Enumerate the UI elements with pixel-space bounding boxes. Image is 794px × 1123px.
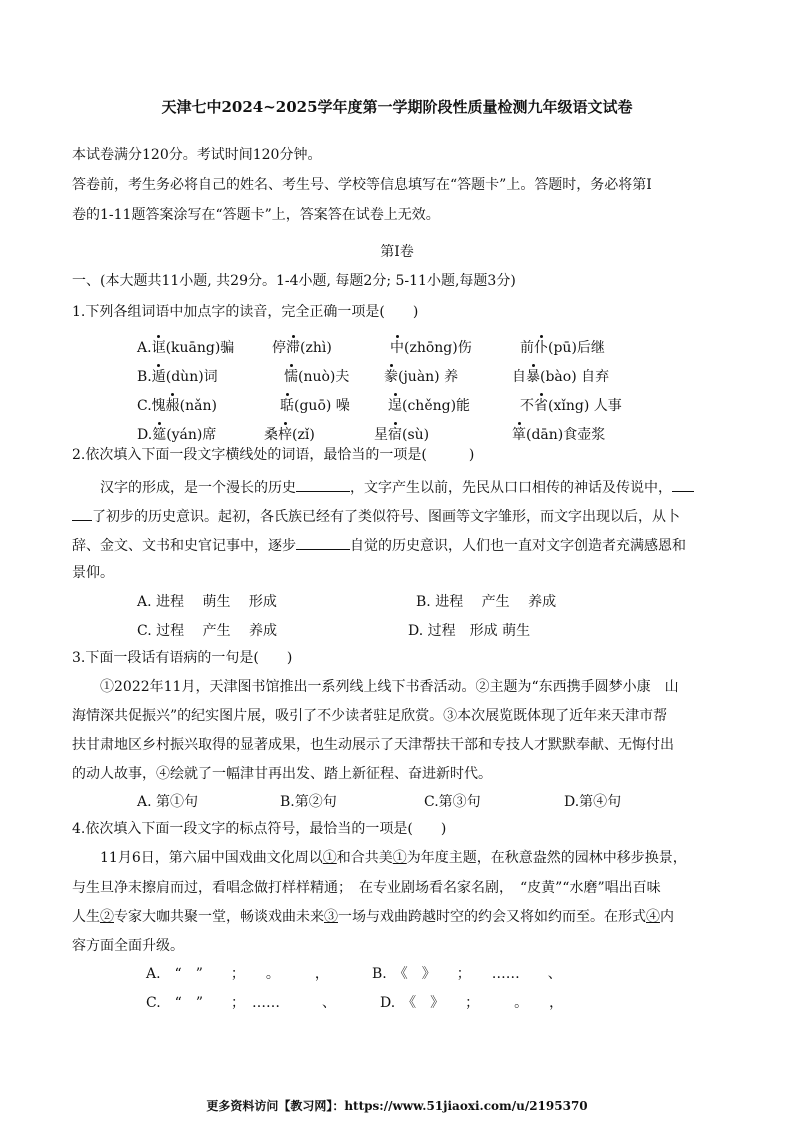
- part1-heading: 一、(本大题共11小题, 共29分。1-4小题, 每题2分; 5-11小题,每题3分): [72, 273, 516, 289]
- q4-stem: 4.依次填入下面一段文字的标点符号，最恰当的一项是( ): [72, 821, 447, 837]
- q3-option-b: B.第②句: [280, 794, 337, 810]
- exam-title: 天津七中2024~2025学年度第一学期阶段性质量检测九年级语文试卷: [161, 98, 633, 116]
- q1-stem: 1.下列各组词语中加点字的读音，完全正确一项是( ): [72, 304, 419, 320]
- q3-passage-line-3: 扶甘肃地区乡村振兴取得的显著成果，也生动展示了天津帮扶干部和专技人才默默奉献、无悔付出: [72, 737, 674, 753]
- q1-option-a: A.诓(kuāng)骗: [137, 340, 235, 356]
- section-title: 第Ⅰ卷: [380, 244, 414, 260]
- q3-option-d: D.第④句: [564, 794, 622, 810]
- q1-option-b: B.遁(dùn)词: [137, 369, 218, 385]
- q3-stem: 3.下面一段话有语病的一句是( ): [72, 650, 293, 666]
- q2-passage-line-1: 汉字的形成，是一个漫长的历史 ，文字产生以前，先民从口口相传的神话及传说中，: [100, 477, 694, 497]
- q2-blank-2b: [72, 506, 92, 521]
- q1-option-c-word3: 逞(chěng)能: [388, 398, 471, 414]
- q1-option-d-word4: 箪(dān)食壶浆: [512, 427, 606, 443]
- q3-option-c: C.第③句: [424, 794, 481, 810]
- q2-stem: 2.依次填入下面一段文字横线处的词语，最恰当的一项是( ): [72, 447, 475, 463]
- q4-passage-line-1: 11月6日，第六届中国戏曲文化周以①和合共美①为年度主题，在秋意盎然的园林中移步换景，: [100, 850, 687, 866]
- footer-link[interactable]: 更多资料访问【教习网】：https://www.51jiaoxi.com/u/2195370: [206, 1099, 588, 1113]
- q1-option-c-word4: 不省(xǐng) 人事: [520, 398, 622, 414]
- q1-option-b-word4: 自暴(bào) 自弃: [512, 369, 610, 385]
- q2-passage-line-4: 景仰。: [72, 565, 114, 581]
- q3-passage-line-2: 海情深共促振兴”的纪实图片展，吸引了不少读者驻足欣赏。③本次展览既体现了近年来天津市帮: [72, 708, 668, 724]
- q4-option-b: B. 《 》 ； …… 、: [372, 966, 562, 982]
- intro-line-1: 本试卷满分120分。考试时间120分钟。: [72, 147, 322, 163]
- intro-line-3: 卷的1-11题答案涂写在“答题卡”上，答案答在试卷上无效。: [72, 207, 440, 223]
- q1-option-c-word2: 聒(guō) 噪: [280, 398, 350, 414]
- q2-blank-3: [296, 535, 350, 550]
- q4-option-d: D. 《 》 ； 。 ，: [380, 995, 564, 1011]
- q2-blank-2a: [672, 477, 694, 492]
- q2-option-b: B. 进程 产生 养成: [416, 594, 557, 610]
- q1-option-b-word2: 懦(nuò)夫: [284, 369, 350, 385]
- q1-option-d-word3: 星宿(sù): [374, 427, 430, 443]
- q2-passage-line-2: 了初步的历史意识。起初，各氏族已经有了类似符号、图画等文字雏形，而文字出现以后，从卜: [72, 506, 680, 526]
- q4-option-c: C. “ ” ； …… 、: [146, 995, 336, 1011]
- q2-option-c: C. 过程 产生 养成: [137, 623, 278, 639]
- q1-option-d-word2: 桑梓(zǐ): [264, 427, 315, 443]
- q1-option-c: C.愧赧(nǎn): [137, 398, 217, 414]
- q1-option-a-word3: 中(zhōng)伤: [390, 340, 472, 356]
- q2-passage-line-3: 辞、金文、文书和史官记事中，逐步 自觉的历史意识，人们也一直对文字创造者充满感恩和: [72, 535, 686, 555]
- q3-passage-line-1: ①2022年11月，天津图书馆推出一系列线上线下书香活动。②主题为“东西携手圆梦小康 山: [100, 679, 679, 695]
- q1-option-d: D.筵(yán)席: [137, 427, 217, 443]
- intro-line-2: 答卷前，考生务必将自己的姓名、考生号、学校等信息填写在“答题卡”上。答题时，务必将第Ⅰ: [72, 177, 652, 193]
- q2-option-d: D. 过程 形成 萌生: [408, 623, 531, 639]
- q3-option-a: A. 第①句: [137, 794, 199, 810]
- q4-passage-line-2: 与生旦净末擦肩而过，看唱念做打样样精通； 在专业剧场看名家名剧， “皮黄”“水磨”唱出百味: [72, 880, 661, 896]
- q3-passage-line-4: 的动人故事，④绘就了一幅津甘再出发、踏上新征程、奋进新时代。: [72, 766, 492, 782]
- q1-option-a-word2: 停滞(zhì): [272, 340, 332, 356]
- q1-option-b-word3: 豢(juàn) 养: [384, 369, 459, 385]
- q2-option-a: A. 进程 萌生 形成: [137, 594, 277, 610]
- q4-passage-line-4: 容方面全面升级。: [72, 938, 184, 954]
- q4-passage-line-3: 人生②专家大咖共聚一堂，畅谈戏曲未来③一场与戏曲跨越时空的约会又将如约而至。在形式④内: [72, 909, 674, 925]
- q2-blank-1: [296, 477, 350, 492]
- q1-option-a-word4: 前仆(pū)后继: [520, 340, 605, 356]
- q4-option-a: A. “ ” ； 。 ，: [146, 966, 329, 982]
